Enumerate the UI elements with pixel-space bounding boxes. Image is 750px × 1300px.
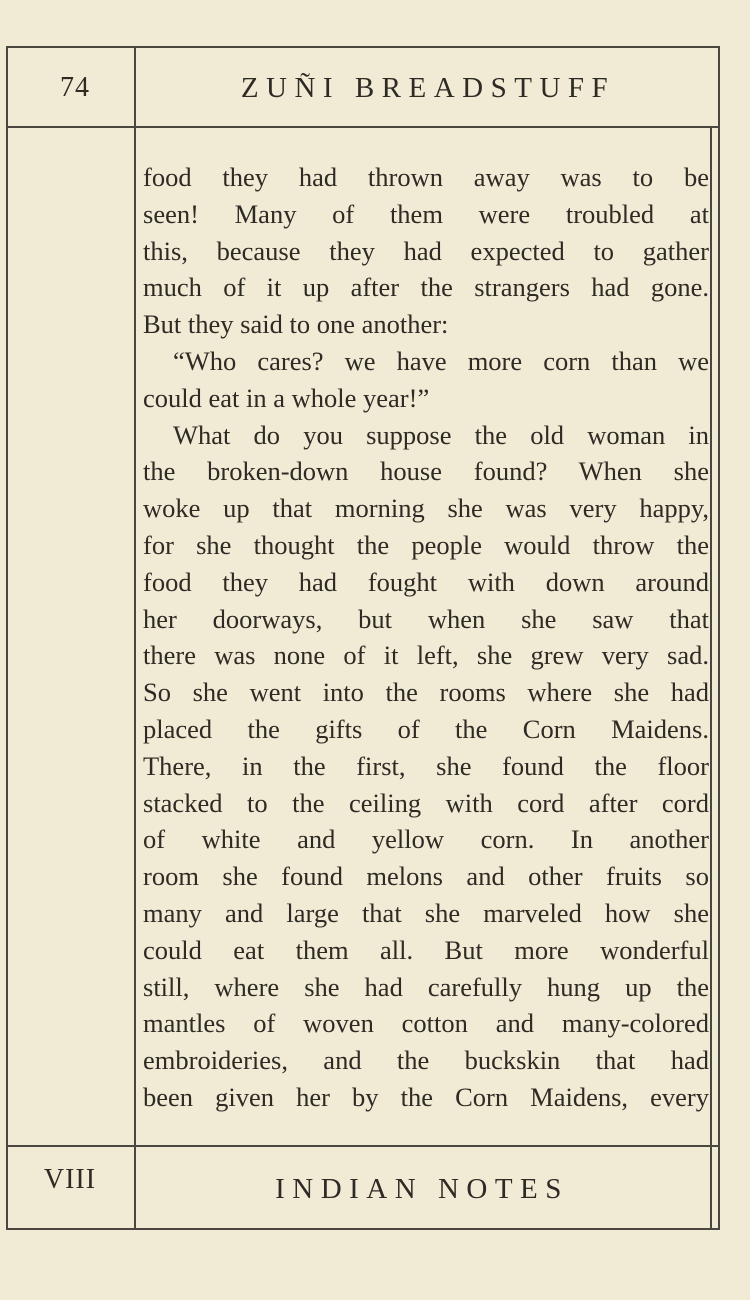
margin-column-rule [134, 46, 136, 1230]
text-line: been given her by the Corn Maidens, every [143, 1081, 709, 1112]
text-line: seen! Many of them were troubled at [143, 198, 709, 229]
text-line: stacked to the ceiling with cord after cord [143, 787, 709, 818]
text-line: There, in the first, she found the floor [143, 750, 709, 781]
text-line: much of it up after the strangers had gone. [143, 272, 709, 303]
text-line: could eat in a whole year!” [143, 382, 430, 413]
page-number: 74 [60, 72, 90, 103]
text-line: still, where she had carefully hung up the [143, 971, 709, 1002]
running-head-title: ZUÑI BREADSTUFF [240, 71, 616, 104]
text-line: woke up that morning she was very happy, [143, 493, 709, 524]
text-line: of white and yellow corn. In another [143, 824, 709, 855]
text-line: What do you suppose the old woman in [173, 419, 709, 450]
text-line: “Who cares? we have more corn than we [173, 345, 709, 376]
text-line: placed the gifts of the Corn Maidens. [143, 713, 709, 744]
text-line: the broken-down house found? When she [143, 456, 709, 487]
text-line: her doorways, but when she saw that [143, 603, 709, 634]
text-line: could eat them all. But more wonderful [143, 934, 709, 965]
series-title: INDIAN NOTES [275, 1172, 569, 1205]
text-line: food they had thrown away was to be [143, 162, 709, 192]
text-line: room she found melons and other fruits so [143, 861, 709, 892]
body-text [143, 159, 709, 1116]
text-line: embroideries, and the buckskin that had [143, 1045, 709, 1076]
section-number: VIII [43, 1164, 97, 1195]
text-line: So she went into the rooms where she had [143, 677, 709, 708]
footer-rule [6, 1145, 720, 1147]
text-line: food they had fought with down around [143, 566, 709, 597]
text-line: there was none of it left, she grew very sad. [143, 640, 709, 671]
text-right-rule [710, 126, 712, 1230]
text-line: many and large that she marveled how she [143, 897, 709, 928]
header-rule [6, 126, 720, 128]
text-line: mantles of woven cotton and many-colored [143, 1008, 709, 1039]
text-line: But they said to one another: [143, 309, 449, 340]
text-line: this, because they had expected to gather [143, 235, 709, 266]
text-line: for she thought the people would throw the [143, 529, 709, 560]
